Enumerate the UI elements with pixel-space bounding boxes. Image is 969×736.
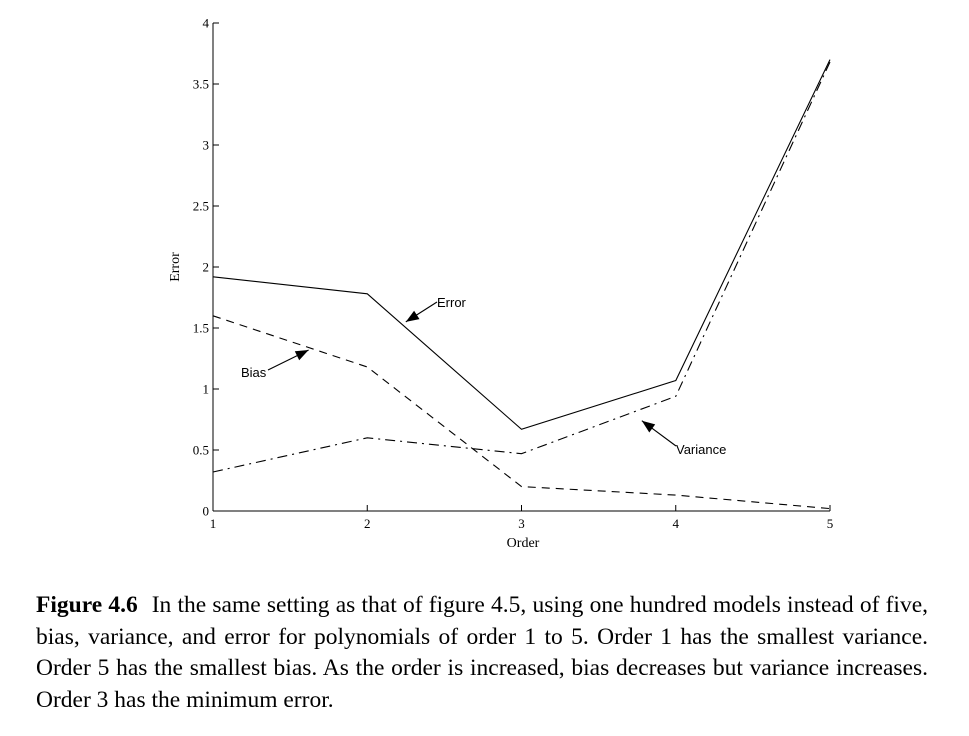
axes xyxy=(213,23,830,511)
series-lines xyxy=(213,60,830,509)
y-tick-label: 0 xyxy=(202,503,209,519)
figure-label: Figure 4.6 xyxy=(36,592,138,618)
series-error-line xyxy=(213,60,830,430)
x-tick-label: 2 xyxy=(364,516,371,531)
y-tick-label: 2.5 xyxy=(192,198,209,214)
annotation-variance-arrowhead xyxy=(642,421,655,433)
x-tick-label: 5 xyxy=(826,516,834,531)
x-tick-label: 3 xyxy=(518,516,525,531)
annotations xyxy=(241,295,726,457)
y-tick-label: 1.5 xyxy=(192,320,209,336)
annotation-error-arrowhead xyxy=(406,311,420,322)
y-tick-label: 3 xyxy=(202,137,209,153)
x-tick-label: 4 xyxy=(672,516,679,531)
x-axis-label: Order xyxy=(506,536,540,551)
figure-caption xyxy=(36,590,928,716)
y-axis-label: Error xyxy=(168,252,183,282)
y-tick-label: 1 xyxy=(202,381,209,397)
x-tick-label: 1 xyxy=(209,516,217,531)
annotation-error-label: Error xyxy=(437,295,466,310)
y-tick-label: 0.5 xyxy=(192,442,209,458)
series-bias-line xyxy=(213,316,830,509)
x-ticks xyxy=(210,505,834,531)
annotation-variance-label: Variance xyxy=(676,442,727,457)
y-tick-label: 3.5 xyxy=(192,76,209,92)
annotation-bias-arrowhead xyxy=(295,350,309,360)
y-ticks xyxy=(193,16,219,519)
y-tick-label: 2 xyxy=(202,259,209,275)
caption-text: In the same setting as that of figure 4.5, using one hundred models instead of five, bias, variance, and error for polynomials of order 1 to 5. Order 1 has the smallest variance. Order 5 has the smallest bias. As the order is increased, bias decreases but variance increases. Order 3 has the minimum error. xyxy=(36,592,929,713)
series-variance-line xyxy=(213,62,830,472)
y-tick-label: 4 xyxy=(202,15,209,31)
annotation-bias-label: Bias xyxy=(241,365,267,380)
